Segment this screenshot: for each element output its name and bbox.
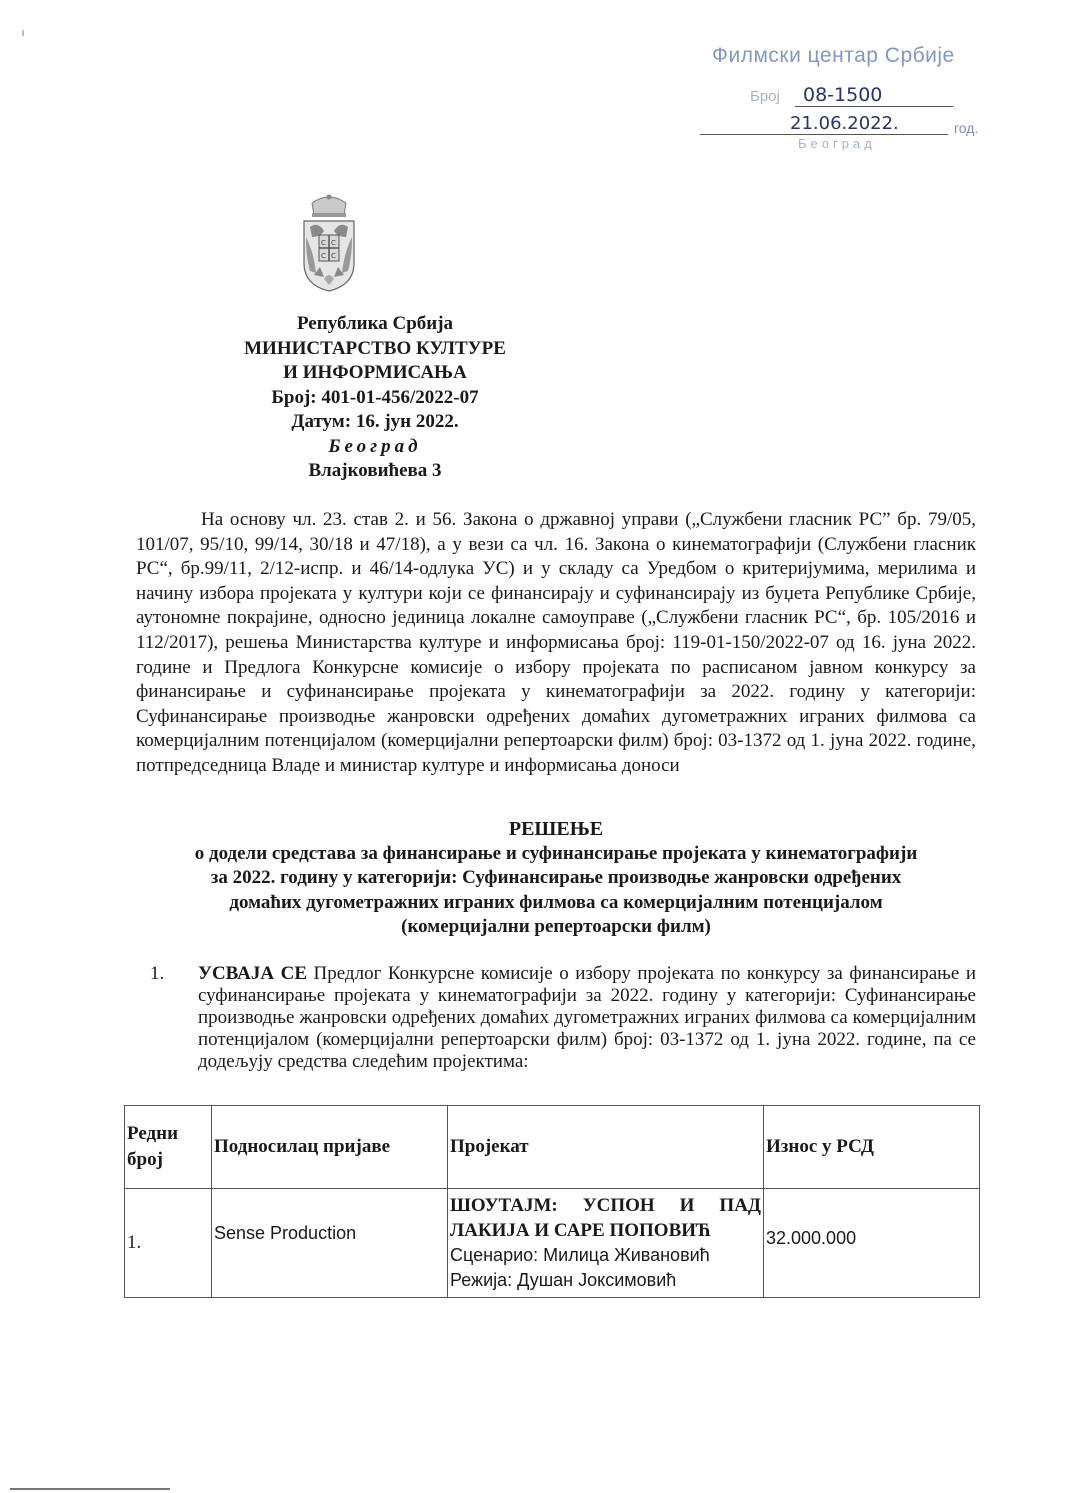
decision-subtitle-line4: (комерцијални репертоарски филм) bbox=[401, 916, 711, 937]
project-title-line1: ШОУТАЈМ: УСПОН И ПАД bbox=[450, 1195, 761, 1216]
ministry-name-line1: МИНИСТАРСТВО КУЛТУРЕ bbox=[244, 337, 506, 359]
header-serial-line2: број bbox=[127, 1149, 163, 1170]
decision-subtitle-line3: домаћих дугометражних играних филмова са комерцијалним потенцијалом bbox=[229, 891, 883, 913]
header-serial-number bbox=[125, 1106, 212, 1189]
header-project: Пројекат bbox=[448, 1106, 764, 1189]
decision-title: РЕШЕЊЕ bbox=[508, 818, 604, 840]
project-screenplay: Сценарио: Милица Живановић bbox=[450, 1245, 710, 1265]
ministry-header bbox=[220, 312, 530, 484]
header-serial-line1: Редни bbox=[127, 1123, 179, 1144]
decision-item-1 bbox=[150, 963, 976, 1073]
row-amount-cell bbox=[764, 1189, 980, 1298]
project-director: Режија: Душан Јоксимовић bbox=[450, 1269, 677, 1290]
stamp-city: Београд bbox=[798, 136, 876, 151]
row-project-cell bbox=[448, 1189, 764, 1298]
row-amount: 32.000.000 bbox=[766, 1227, 857, 1248]
row-number: 1. bbox=[125, 1189, 212, 1298]
decision-heading bbox=[136, 817, 976, 940]
awards-table bbox=[124, 1105, 980, 1298]
header-amount: Износ у РСД bbox=[764, 1106, 980, 1189]
item-marker: 1. bbox=[150, 963, 165, 984]
scan-margin-mark bbox=[22, 30, 24, 36]
stamp-number-value: 08-1500 bbox=[795, 84, 953, 107]
item-text bbox=[198, 963, 976, 1073]
document-date: Датум: 16. јун 2022. bbox=[291, 411, 459, 432]
document-number: Број: 401-01-456/2022-07 bbox=[271, 386, 479, 408]
svg-text:С: С bbox=[331, 252, 336, 260]
coat-of-arms-icon bbox=[290, 193, 368, 293]
table-row bbox=[125, 1189, 980, 1298]
scan-edge-line bbox=[10, 1488, 170, 1490]
preamble-text: На основу чл. 23. став 2. и 56. Закона о државној управи („Службени гласник РС” бр. 79/05, 101/07, 95/10, 99/14, 30/18 и 47/18), а у вези са чл. 16. Закона о кинематографији (Службени гласник РС“, бр.99/11, 2/12-испр. и 46/14-одлука УС) и у складу са Уредбом о критеријумима, мерилима и начину избора пројеката у култури који се финансирају и суфинансирају из буџета Републике Србије, аутономне покрајине, односно јединица локалне самоуправе („Службени гласник РС“, бр. 105/2016 и 112/2017), решења Министарства културе и информисања број: 119-01-150/2022-07 од 16. јуна 2022. године и Предлога Конкурсне комисије о избору пројеката по расписаном јавном конкурсу за финансирање и суфинансирање пројеката у кинематографији за 2022. годину у категорији: Суфинансирање производње жанровски одређених домаћих дугометражних играних филмова са комерцијалним потенцијалом (комерцијални репертоарски филм) број: 03-1372 од 1. јуна 2022. године, потпредседница Владе и министар културе и информисања доноси bbox=[136, 509, 976, 776]
svg-text:С: С bbox=[321, 252, 326, 260]
row-applicant-cell bbox=[212, 1189, 448, 1298]
svg-text:С: С bbox=[331, 239, 336, 247]
stamp-date-value: 21.06.2022. bbox=[700, 113, 948, 135]
header-city: Београд bbox=[328, 435, 422, 457]
country-name: Република Србија bbox=[296, 313, 454, 334]
decision-subtitle-line1: о додели средстава за финансирање и суфинансирање пројеката у кинематографији bbox=[194, 842, 918, 864]
header-applicant: Подносилац пријаве bbox=[212, 1106, 448, 1189]
svg-text:С: С bbox=[321, 239, 326, 247]
row-applicant: Sense Production bbox=[214, 1222, 357, 1243]
table-header-row bbox=[125, 1106, 980, 1189]
ministry-address: Влајковићева 3 bbox=[308, 460, 442, 481]
stamp-organization: Филмски центар Србије bbox=[712, 44, 955, 67]
stamp-year-suffix: год. bbox=[954, 120, 979, 136]
item-bold-lead: УСВАЈА СЕ bbox=[198, 963, 307, 984]
stamp-number-label: Број bbox=[750, 88, 780, 105]
ministry-name-line2: И ИНФОРМИСАЊА bbox=[283, 362, 467, 383]
preamble bbox=[136, 508, 976, 779]
decision-subtitle-line2: за 2022. годину у категорији: Суфинансирање производње жанровски одређених bbox=[210, 867, 902, 888]
item-body: Предлог Конкурсне комисије о избору пројеката по конкурсу за финансирање и суфинансирање пројеката у кинематографији за 2022. годину у категорији: Суфинансирање производње жанровски одређених домаћих дугометражних играних филмова са комерцијалним потенцијалом (комерцијални репертоарски филм) број: 03-1372 од 1. јуна 2022. године, па се додељују средства следећим пројектима: bbox=[198, 963, 976, 1072]
project-title-line2: ЛАКИЈА И САРЕ ПОПОВИЋ bbox=[450, 1219, 712, 1241]
